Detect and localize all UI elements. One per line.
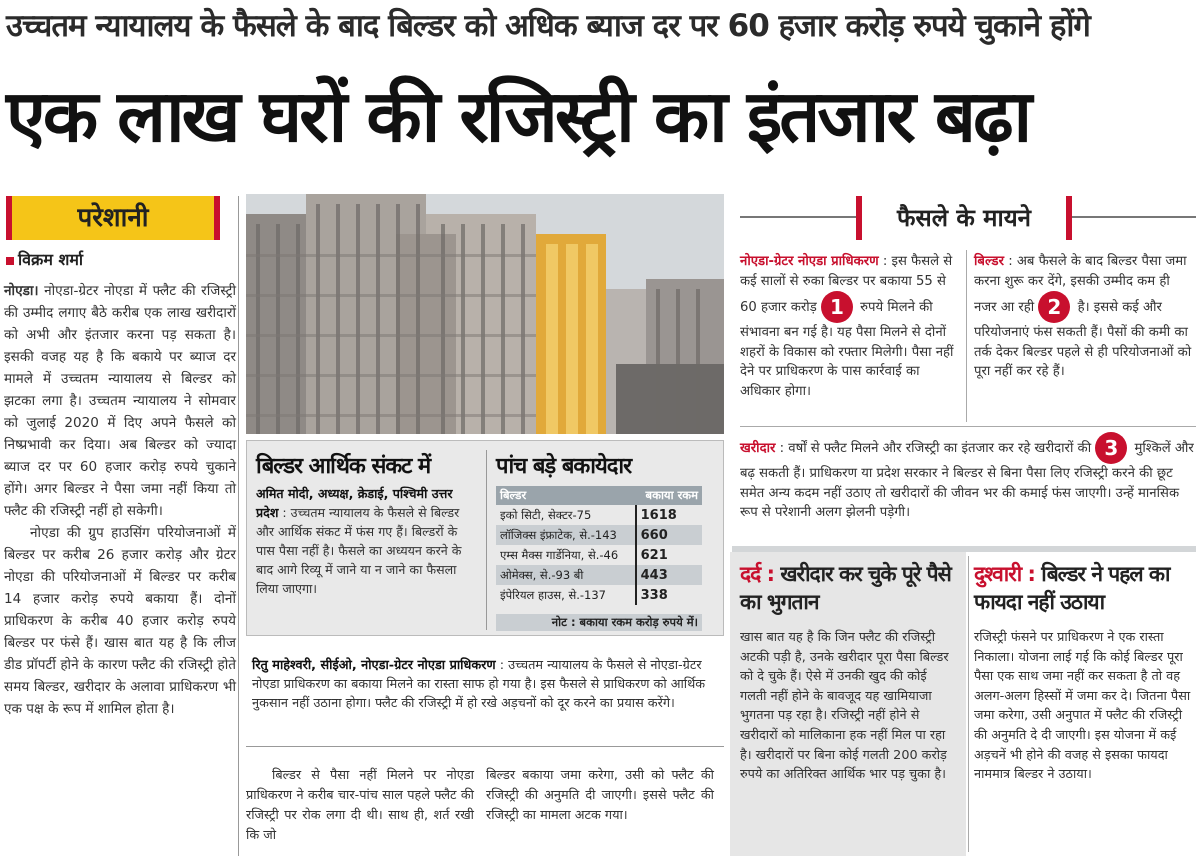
- builder-name: इंपेरियल हाउस, से.-137: [500, 587, 606, 602]
- table-note: नोट : बकाया रकम करोड़ रुपये में।: [496, 614, 702, 631]
- meaning-point-2: [974, 252, 1196, 382]
- builder-name: लॉजिक्स इंफ्राटेक, से.-143: [496, 525, 636, 545]
- crisis-quote: [256, 484, 478, 598]
- table-header-row: [496, 486, 702, 505]
- point-2-label: बिल्डर: [974, 254, 1004, 269]
- crisis-quote-text: : उच्चतम न्यायालय के फैसले से बिल्डर और आर्थिक संकट में फंस गए हैं। बिल्डरों के पास पैसा नहीं है। फैसले का अध्ययन करने के बाद आगे रिव्यू में जाने या न जाने का फैसला लिया जाएगा।: [256, 505, 462, 596]
- pain-heading-text: खरीदार कर चुके पूरे पैसे का भुगतान: [740, 562, 951, 614]
- crisis-heading: बिल्डर आर्थिक संकट में: [256, 454, 431, 479]
- point-3-label: खरीदार: [740, 441, 776, 456]
- table-row: [496, 525, 702, 545]
- pain-text: खास बात यह है कि जिन फ्लैट की रजिस्ट्री अटकी पड़ी है, उनके खरीदार पूरा पैसा बिल्डर को दे चुके हैं। ऐसे में उनकी खुद की कोई गलती नहीं होने के बावजूद यह खामियाजा भुगतना पड़ रहा है। रजिस्ट्री नहीं होने से खरीदारों को मालिकाना हक नहीं मिल पा रहा है। खरीदारों पर बिना कोई गलती 200 करोड़ रुपये का अतिरिक्त आर्थिक भार पड़ चुका है।: [740, 630, 949, 783]
- box-divider: [486, 450, 487, 630]
- woe-heading: [974, 560, 1194, 616]
- horizontal-divider: [246, 746, 724, 747]
- column-divider: [968, 556, 969, 852]
- buildings-photo: [246, 194, 724, 434]
- square-bullet-icon: [6, 257, 14, 265]
- pain-heading: [740, 560, 960, 616]
- bottom-left-text: बिल्डर से पैसा नहीं मिलने पर नोएडा प्राधिकरण ने करीब चार-पांच साल पहले फ्लैट की रजिस्ट्री पर रोक लगा दी थी। साथ ही, शर्त रखी कि जो: [246, 768, 474, 843]
- woe-label: दुश्वारी :: [974, 562, 1035, 586]
- table-row: [496, 565, 702, 585]
- main-headline: एक लाख घरों की रजिस्ट्री का इंतजार बढ़ा: [6, 74, 1030, 158]
- ceo-quote-text: : उच्चतम न्यायालय के फैसले से नोएडा-ग्रेटर नोएडा प्राधिकरण का बकाया मिलने का रास्ता साफ हो गया है। इस फैसले से प्राधिकरण को आर्थिक नुकसान नहीं उठाना होगा। फ्लैट की रजिस्ट्री में हो रखे अड़चनों को दूर करने का प्रयास करेंगे।: [252, 658, 706, 711]
- left-article: [4, 280, 236, 720]
- defaulters-heading: पांच बड़े बकायेदार: [496, 454, 632, 479]
- kicker-headline: उच्चतम न्यायालय के फैसले के बाद बिल्डर को अधिक ब्याज दर पर 60 हजार करोड़ रुपये चुकाने होंगे: [6, 8, 1090, 44]
- column-divider: [238, 196, 239, 856]
- table-row: [496, 545, 702, 565]
- section-tag: परेशानी: [6, 196, 220, 240]
- woe-text: रजिस्ट्री फंसने पर प्राधिकरण ने एक रास्ता निकाला। योजना लाई गई कि कोई बिल्डर पूरा पैसा एक साथ जमा नहीं कर सकता है तो वह अलग-अलग हिस्सों में जमा कर दे। जितना पैसा जमा करेगा, उसी अनुपात में फ्लैट की रजिस्ट्री की अनुमति दे दी जाएगी। इस योजना में कई अड़चनें भी होने की वजह से इसका फायदा नाममात्र बिल्डर ने उठाया।: [974, 630, 1191, 783]
- apartment-towers-image: [246, 194, 724, 434]
- paragraph-1-text: नोएडा-ग्रेटर नोएडा में फ्लैट की रजिस्ट्री की उम्मीद लगाए बैठे करीब एक लाख खरीदारों को अभी और इंतजार करना पड़ सकता है। इसकी वजह यह है कि बकाये पर ब्याज दर मामले में उच्चतम न्यायालय से बिल्डर को झटका लगा है। उच्चतम न्यायालय ने सोमवार को जुलाई 2020 में दिए अपने फैसले को निष्प्रभावी कर दिया। अब बिल्डर को ज्यादा ब्याज दर पर 60 हजार करोड़ रुपये चुकाने होंगे। अगर बिल्डर ने पैसा जमा नहीं किया तो फ्लैट की रजिस्ट्री नहीं हो सकेगी।: [4, 283, 236, 519]
- dues-amount: 1618: [636, 505, 702, 525]
- pain-label: दर्द :: [740, 562, 775, 586]
- point-2-text-a: : अब फैसले के बाद बिल्डर पैसा जमा करना शुरू कर देंगे, इसकी उम्मीद कम ही नजर आ रही: [974, 254, 1187, 316]
- defaulters-table: [496, 486, 702, 605]
- col-builder: बिल्डर: [496, 486, 636, 505]
- builder-name: ओमेक्स, से.-93 बी: [496, 565, 636, 585]
- number-1-badge: 1: [821, 291, 853, 323]
- point-3-text-b: मुश्किलें और बढ़ सकती हैं। प्राधिकरण या प्रदेश सरकार ने बिल्डर से बिना पैसा लिए रजिस्ट्री करने की छूट समेत अन्य कदम नहीं उठाए तो खरीदारों की जीवन भर की कमाई फंस जाएगी। उन्हें मानसिक रूप से परेशानी अलग झेलनी पड़ेगी।: [740, 441, 1194, 521]
- point-2-text-b: है। इससे कई और परियोजनाएं फंस सकती हैं। पैसों की कमी का तर्क देकर बिल्डर पहले से ही परियोजनाओं को पूरा नहीं कर रहे हैं।: [974, 300, 1192, 380]
- crisis-speaker: अमित मोदी, अध्यक्ष, क्रेडाई, पश्चिमी उत्तर प्रदेश: [256, 486, 453, 520]
- builder-name: इको सिटी, सेक्टर-75: [500, 507, 592, 522]
- point-1-label: नोएडा-ग्रेटर नोएडा प्राधिकरण: [740, 254, 879, 269]
- builder-name: एम्स मैक्स गार्डेनिया, से.-46: [500, 547, 619, 562]
- point-1-text-b: रुपये मिलने की संभावना बन गई है। यह पैसा मिलने से दोनों शहरों के विकास को रफ्तार मिलेगी। पैसा नहीं देने पर प्राधिकरण के पास कार्रवाई का अधिकार होगा।: [740, 300, 954, 399]
- number-2-badge: 2: [1038, 291, 1070, 323]
- table-row: [496, 505, 702, 525]
- article-paragraph-2: नोएडा की ग्रुप हाउसिंग परियोजनाओं में बिल्डर पर करीब 26 हजार करोड़ और ग्रेटर नोएडा की परियोजनाओं में बिल्डर पर करीब 14 हजार करोड़ रुपये बकाया हैं। दोनों प्राधिकरण के करीब 40 हजार करोड़ रुपये बिल्डर पर फंसे हैं। खास बात यह है कि लीज डीड प्रॉपर्टी होने के कारण फ्लैट की रजिस्ट्री होते समय बिल्डर, खरीदार के अलावा प्राधिकरण भी एक पक्ष के रूप में शामिल होता है।: [4, 525, 236, 717]
- cell-divider: [966, 250, 967, 422]
- col-amount: बकाया रकम: [636, 486, 702, 505]
- dateline: नोएडा।: [4, 283, 39, 299]
- woe-heading-text: बिल्डर ने पहल का फायदा नहीं उठाया: [974, 562, 1170, 614]
- article-paragraph-1: [4, 280, 236, 522]
- meaning-point-3: [740, 432, 1196, 523]
- ceo-speaker: रितु माहेश्वरी, सीईओ, नोएडा-ग्रेटर नोएडा प्राधिकरण: [252, 658, 496, 673]
- dues-amount: 338: [636, 585, 702, 605]
- meaning-point-1: [740, 252, 962, 402]
- number-3-badge: 3: [1095, 432, 1127, 464]
- point-1-text-a: : इस फैसले से कई सालों से रुका बिल्डर पर बकाया 55 से 60 हजार करोड़: [740, 254, 953, 316]
- point-3-text-a: : वर्षों से फ्लैट मिलने और रजिस्ट्री का इंतजार कर रहे खरीदारों की: [775, 441, 1092, 456]
- bottom-right-text: बिल्डर बकाया जमा करेगा, उसी को फ्लैट की रजिस्ट्री की अनुमति दी जाएगी। इससे फ्लैट की रजिस्ट्री का मामला अटक गया।: [486, 768, 714, 823]
- byline: [6, 248, 236, 270]
- dues-amount: 443: [636, 565, 702, 585]
- ceo-quote: [252, 656, 722, 713]
- table-row: [496, 585, 702, 605]
- author-name: विक्रम शर्मा: [18, 250, 84, 269]
- dues-amount: 621: [636, 545, 702, 565]
- dues-amount: 660: [636, 525, 702, 545]
- cell-divider-horizontal: [740, 426, 1196, 427]
- meaning-heading: फैसले के मायने: [856, 196, 1072, 240]
